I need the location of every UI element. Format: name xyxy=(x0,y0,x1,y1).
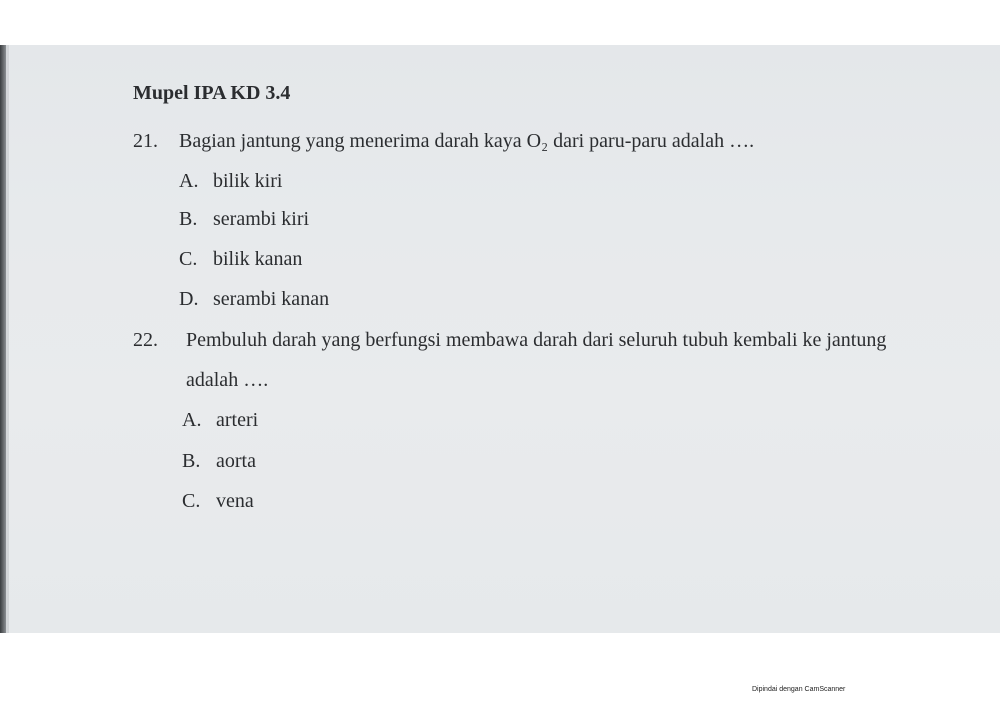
question-21-text: Bagian jantung yang menerima darah kaya O₂ dari paru-paru adalah …. xyxy=(179,130,755,152)
question-21-option-c-letter: C. xyxy=(179,248,198,270)
question-22-option-a-text: arteri xyxy=(216,409,259,431)
question-21-option-a-letter: A. xyxy=(179,170,199,192)
scanner-watermark: Dipindai dengan CamScanner xyxy=(752,686,846,693)
question-21-option-b-letter: B. xyxy=(179,208,198,230)
question-22-option-c-letter: C. xyxy=(182,490,201,512)
question-22-option-c-text: vena xyxy=(216,490,254,512)
question-22-number: 22. xyxy=(133,329,158,351)
question-22-text-line2: adalah …. xyxy=(186,369,269,391)
question-21-option-d-text: serambi kanan xyxy=(213,288,330,310)
scanned-photo xyxy=(0,45,1000,633)
question-22-option-a-letter: A. xyxy=(182,409,202,431)
document-title: Mupel IPA KD 3.4 xyxy=(133,82,291,104)
question-21-option-c-text: bilik kanan xyxy=(213,248,303,270)
question-22-option-b-text: aorta xyxy=(216,450,256,472)
question-22-text-line1: Pembuluh darah yang berfungsi membawa darah dari seluruh tubuh kembali ke jantung xyxy=(186,329,887,351)
question-21-option-d-letter: D. xyxy=(179,288,199,310)
question-21-option-b-text: serambi kiri xyxy=(213,208,310,230)
question-21-number: 21. xyxy=(133,130,158,152)
question-21-option-a-text: bilik kiri xyxy=(213,170,283,192)
question-22-option-b-letter: B. xyxy=(182,450,201,472)
